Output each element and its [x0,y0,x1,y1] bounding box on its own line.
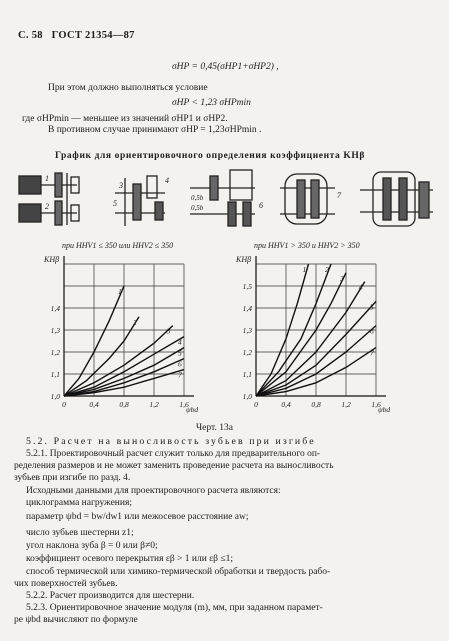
left-chart [30,252,220,417]
y-tick-label: 1,4 [50,304,60,313]
paragraph-line: способ термической или химико-термической обработки и твердость рабо- [26,567,331,577]
x-tick-label: 0,8 [119,400,129,409]
x-tick-label: 1,6 [371,400,381,409]
paragraph-line: ределения размеров и не может заменить проведение расчета на выносливость [14,461,334,471]
x-axis-label: ψbd [378,405,391,414]
series-label: 1 [118,287,122,296]
series-label: 7 [370,348,374,358]
x-tick-label: 0 [62,400,66,409]
x-tick-label: 0,4 [281,400,291,409]
paragraph-line: 5.2.1. Проектировочный расчет служит только для предварительного оп- [26,449,321,459]
series-label: 4 [358,282,363,292]
formula-sigma-hp: σHP = 0,45(σHP1+σHP2) , [172,62,279,72]
right-chart-condition: при HHV1 > 350 и HHV2 > 350 [254,241,360,250]
series-label: 3 [166,326,171,336]
y-tick-label: 1,0 [50,392,60,401]
half-width-label: 0,5b [191,194,204,202]
where-line: где σHPmin — меньшее из значений σHP1 и σHP2. [22,114,228,124]
y-axis-label: KHβ [236,255,252,264]
series-label: 2 [133,317,137,327]
scheme-num: 7 [337,191,341,200]
series-label: 6 [178,359,182,369]
page-number: С. 58 [18,30,43,41]
motor-block [19,204,41,222]
standard-id: ГОСТ 21354—87 [51,30,135,41]
y-tick-label: 1,5 [242,282,252,291]
paragraph-line: коэффициент осевого перекрытия εβ > 1 или εβ ≤1; [26,554,233,564]
left-chart-condition: при HHV1 ≤ 350 или HHV2 ≤ 350 [62,241,174,250]
figure-title: График для ориентировочного определения коэффициента KHβ [55,151,365,161]
right-chart [222,252,422,417]
y-tick-label: 1,1 [242,370,252,379]
half-width-label: 0,5b [191,204,204,212]
series-label: 5 [178,348,182,358]
scheme-num: 1 [45,174,49,183]
paragraph-line: 5.2.2. Расчет производится для шестерни. [26,591,195,601]
page-header [18,30,135,41]
x-tick-label: 0,8 [311,400,321,409]
paragraph-line: чих поверхностей зубьев. [14,579,118,589]
formula-condition: σHP < 1,23 σHPmin [172,98,251,108]
y-tick-label: 1,2 [242,348,252,357]
series-label: 4 [178,337,182,347]
scheme-num: 5 [113,199,117,208]
paragraph-line: циклограмма нагружения; [26,498,132,508]
paragraph-line: Исходными данными для проектировочного расчета являются: [26,486,281,496]
scheme-num: 3 [119,181,123,190]
series-label: 2 [325,265,329,274]
figure-caption: Черт. 13а [196,423,233,433]
paragraph-line: параметр ψbd = bw/dw1 или межосевое расстояние aw; [26,512,249,522]
gear-schemes-diagram [15,168,440,238]
y-axis-label: KHβ [44,255,60,264]
series-label: 7 [178,370,182,380]
y-tick-label: 1,3 [50,326,60,335]
x-axis-label: ψbd [186,405,199,414]
scheme-num: 6 [259,201,263,210]
y-tick-label: 1,0 [242,392,252,401]
condition-intro: При этом должно выполняться условие [48,83,208,93]
x-tick-label: 0 [254,400,258,409]
paragraph-line: число зубьев шестерни z1; [26,528,134,538]
paragraph-line: ре ψbd вычисляют по формуле [14,615,138,625]
y-tick-label: 1,4 [242,304,252,313]
y-tick-label: 1,3 [242,326,252,335]
else-line: В противном случае принимают σHP = 1,23σHPmin . [48,125,262,135]
y-tick-label: 1,1 [50,370,60,379]
x-tick-label: 1,2 [341,400,351,409]
scheme-num: 4 [165,176,169,185]
scheme-num: 2 [45,202,49,211]
x-tick-label: 1,6 [179,400,189,409]
series-label: 1 [302,265,307,274]
series-label: 5 [370,302,374,312]
x-tick-label: 1,2 [149,400,159,409]
motor-block [19,176,41,194]
series-label: 3 [340,273,344,283]
paragraph-line: 5.2.3. Ориентировочное значение модуля (m), мм, при заданном парамет- [26,603,323,613]
paragraph-line: угол наклона зуба β = 0 или β≠0; [26,541,158,551]
series-label: 6 [370,326,374,336]
paragraph-line: зубьев при изгибе по разд. 4. [14,473,131,483]
section-heading: 5.2. Расчет на выносливость зубьев при изгибе [26,436,316,447]
y-tick-label: 1,2 [50,348,60,357]
x-tick-label: 0,4 [89,400,99,409]
